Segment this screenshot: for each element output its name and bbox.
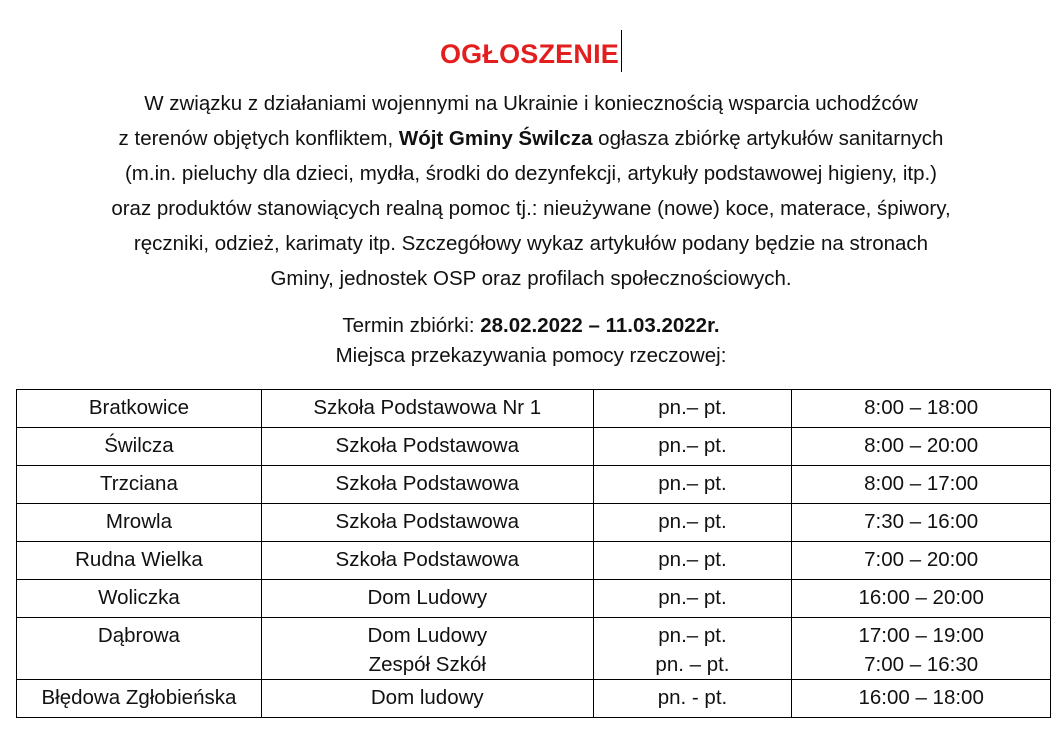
table-row [17, 542, 1051, 580]
place-text: Zespół Szkół [368, 653, 486, 676]
place-text: Dom Ludowy [367, 586, 488, 609]
place-text: Dom ludowy [370, 686, 484, 709]
village-text: Woliczka [98, 586, 180, 609]
days-cell [593, 466, 792, 504]
hours-text: 7:00 – 16:30 [864, 653, 979, 676]
village-cell [17, 580, 262, 618]
table-row [17, 466, 1051, 504]
place-text: Szkoła Podstawowa [335, 548, 519, 571]
hours-cell [792, 504, 1051, 542]
table-row [17, 680, 1051, 718]
hours-text: 8:00 – 20:00 [864, 434, 979, 457]
hours-cell [792, 680, 1051, 718]
village-cell [17, 390, 262, 428]
place-cell [261, 466, 593, 504]
hours-text: 17:00 – 19:00 [858, 624, 984, 647]
village-text: Dąbrowa [97, 624, 180, 647]
days-cell [593, 428, 792, 466]
village-cell [17, 680, 262, 718]
place-cell [261, 390, 593, 428]
title-text: OGŁOSZENIE [439, 39, 620, 69]
village-text: Świlcza [104, 434, 174, 457]
hours-cell [792, 542, 1051, 580]
announcement-line: W związku z działaniami wojennymi na Ukrainie i koniecznością wsparcia uchodźców [144, 92, 918, 115]
days-text: pn. – pt. [655, 653, 730, 676]
village-cell [17, 466, 262, 504]
hours-text: 7:30 – 16:00 [864, 510, 979, 533]
text-cursor [621, 30, 622, 72]
village-text: Trzciana [100, 472, 178, 495]
village-cell [17, 428, 262, 466]
village-text: Błędowa Zgłobieńska [41, 686, 237, 709]
days-cell [593, 680, 792, 718]
place-cell [261, 580, 593, 618]
village-cell [17, 618, 262, 680]
announcement-organizer: Wójt Gminy Świlcza [398, 127, 593, 150]
place-text: Szkoła Podstawowa [335, 434, 519, 457]
days-cell [593, 542, 792, 580]
announcement-line-end: ogłasza zbiórkę artykułów sanitarnych [592, 127, 944, 150]
days-cell [593, 618, 792, 680]
page-title [0, 30, 1062, 72]
place-text: Szkoła Podstawowa Nr 1 [313, 396, 542, 419]
hours-cell [792, 428, 1051, 466]
collection-term-label: Termin zbiórki: [342, 314, 481, 337]
village-text: Rudna Wielka [75, 548, 203, 571]
days-cell [593, 390, 792, 428]
announcement-line: (m.in. pieluchy dla dzieci, mydła, środki do dezynfekcji, artykuły podstawowej higieny, itp.) [124, 162, 937, 185]
announcement-line [0, 121, 1062, 156]
days-text: pn.– pt. [658, 396, 727, 419]
locations-table [16, 389, 1051, 718]
table-row [17, 390, 1051, 428]
days-text: pn.– pt. [658, 510, 727, 533]
announcement-line-start: z terenów objętych konfliktem, [118, 127, 399, 150]
table-row [17, 504, 1051, 542]
place-cell [261, 680, 593, 718]
village-text: Mrowla [105, 510, 172, 533]
place-text: Szkoła Podstawowa [335, 510, 519, 533]
hours-text: 8:00 – 17:00 [864, 472, 979, 495]
days-text: pn.– pt. [658, 434, 727, 457]
days-text: pn.– pt. [658, 548, 727, 571]
days-text: pn.– pt. [658, 624, 727, 647]
announcement-text [0, 86, 1062, 296]
village-cell [17, 542, 262, 580]
hours-cell [792, 618, 1051, 680]
hours-cell [792, 390, 1051, 428]
hours-text: 16:00 – 18:00 [858, 686, 984, 709]
collection-places-label: Miejsca przekazywania pomocy rzeczowej: [335, 344, 727, 367]
place-cell [261, 504, 593, 542]
place-cell [261, 618, 593, 680]
table-row [17, 580, 1051, 618]
hours-text: 16:00 – 20:00 [858, 586, 984, 609]
village-text: Bratkowice [88, 396, 190, 419]
hours-cell [792, 466, 1051, 504]
place-cell [261, 542, 593, 580]
hours-cell [792, 580, 1051, 618]
collection-term [0, 311, 1062, 341]
place-text: Szkoła Podstawowa [335, 472, 519, 495]
days-text: pn. - pt. [657, 686, 728, 709]
village-cell [17, 504, 262, 542]
days-text: pn.– pt. [658, 586, 727, 609]
collection-info [0, 311, 1062, 371]
place-cell [261, 428, 593, 466]
hours-text: 8:00 – 18:00 [864, 396, 979, 419]
table-row [17, 618, 1051, 680]
days-cell [593, 504, 792, 542]
announcement-line: ręczniki, odzież, karimaty itp. Szczegółowy wykaz artykułów podany będzie na stronach [133, 232, 929, 255]
collection-term-dates: 28.02.2022 – 11.03.2022r. [480, 314, 720, 337]
hours-text: 7:00 – 20:00 [864, 548, 979, 571]
announcement-line: Gminy, jednostek OSP oraz profilach społecznościowych. [270, 267, 792, 290]
table-row [17, 428, 1051, 466]
announcement-line: oraz produktów stanowiących realną pomoc tj.: nieużywane (nowe) koce, materace, śpiwory, [111, 197, 951, 220]
place-text: Dom Ludowy [367, 624, 488, 647]
days-cell [593, 580, 792, 618]
days-text: pn.– pt. [658, 472, 727, 495]
